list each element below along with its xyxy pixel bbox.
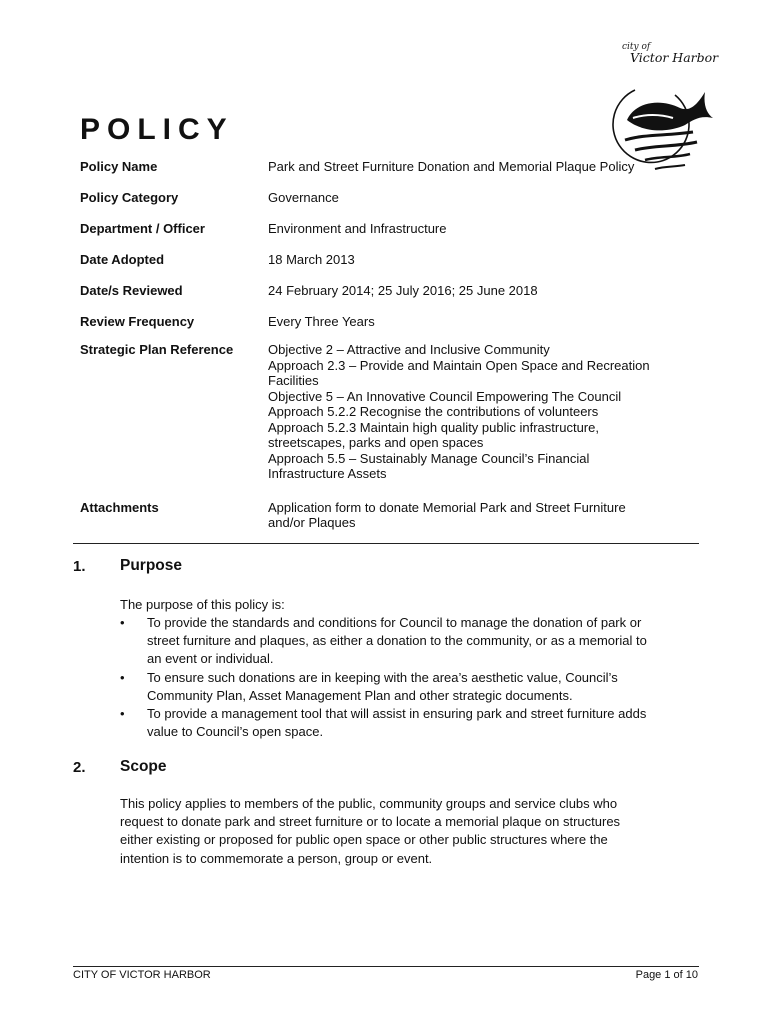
meta-row	[80, 342, 700, 482]
meta-label: Policy Category	[80, 190, 179, 205]
paragraph-line: intention is to commemorate a person, group or event.	[120, 850, 433, 866]
meta-label: Review Frequency	[80, 314, 195, 329]
meta-value	[268, 158, 700, 189]
meta-value	[268, 313, 700, 344]
paragraph-line: request to donate park and street furniture or to locate a memorial plaque on structures	[120, 814, 621, 830]
meta-value-line: Park and Street Furniture Donation and Memorial Plaque Policy	[268, 159, 635, 174]
section-number: 1.	[73, 558, 86, 575]
meta-row	[80, 500, 700, 531]
meta-value-line: Approach 5.5 – Sustainably Manage Council’s Financial	[268, 450, 590, 466]
bullet-line: To provide the standards and conditions for Council to manage the donation of park or	[147, 615, 642, 630]
meta-value-line: Application form to donate Memorial Park and Street Furniture	[268, 499, 626, 515]
meta-value-line: Approach 2.3 – Provide and Maintain Open Space and Recreation	[268, 357, 650, 373]
logo-city-of: city of	[622, 42, 651, 52]
policy-meta-table	[80, 158, 700, 549]
meta-value	[268, 500, 700, 531]
footer-org-name: CITY OF VICTOR HARBOR	[73, 969, 211, 981]
purpose-bullet-list	[120, 614, 705, 741]
meta-label: Date Adopted	[80, 252, 165, 267]
meta-value	[268, 189, 700, 220]
purpose-intro: The purpose of this policy is:	[120, 597, 285, 612]
meta-value-line: 18 March 2013	[268, 252, 355, 267]
bullet-icon: •	[120, 669, 125, 685]
meta-row	[80, 251, 700, 282]
meta-row	[80, 313, 700, 344]
bullet-line: To provide a management tool that will assist in ensuring park and street furniture adds	[147, 706, 647, 722]
list-item	[120, 705, 705, 741]
footer-page-number: Page 1 of 10	[635, 969, 698, 981]
paragraph-line: either existing or proposed for public open space or other public structures where the	[120, 832, 608, 848]
section-title-scope: Scope	[120, 758, 167, 775]
divider	[73, 543, 699, 544]
meta-value-line: Approach 5.2.3 Maintain high quality public infrastructure,	[268, 419, 599, 435]
logo-name: Victor Harbor	[630, 50, 719, 65]
bullet-icon: •	[120, 706, 125, 722]
page-title: POLICY	[80, 113, 234, 146]
meta-value-line: Approach 5.2.2 Recognise the contributions of volunteers	[268, 404, 599, 419]
meta-value-line: Governance	[268, 190, 339, 205]
meta-value-line: Objective 2 – Attractive and Inclusive Community	[268, 342, 550, 357]
meta-label: Date/s Reviewed	[80, 283, 183, 298]
meta-value-line: Objective 5 – An Innovative Council Empowering The Council	[268, 388, 622, 404]
meta-value	[268, 282, 700, 313]
meta-row	[80, 282, 700, 313]
bullet-line: street furniture and plaques, as either a donation to the community, or as a memorial to	[147, 633, 647, 649]
meta-value-line: 24 February 2014; 25 July 2016; 25 June 2018	[268, 283, 538, 298]
meta-value-line: streetscapes, parks and open spaces	[268, 435, 484, 450]
meta-label: Attachments	[80, 499, 159, 515]
list-item	[120, 614, 705, 669]
meta-value-line: and/or Plaques	[268, 515, 356, 530]
bullet-line: To ensure such donations are in keeping with the area’s aesthetic value, Council’s	[147, 669, 618, 685]
meta-value	[268, 251, 700, 282]
bullet-line: Community Plan, Asset Management Plan and other strategic documents.	[147, 687, 573, 703]
paragraph-line: This policy applies to members of the public, community groups and service clubs who	[120, 796, 618, 811]
meta-label: Policy Name	[80, 159, 158, 174]
council-logo	[605, 40, 720, 140]
meta-value-line: Infrastructure Assets	[268, 466, 387, 481]
footer-divider	[73, 966, 699, 967]
meta-row	[80, 189, 700, 220]
bullet-line: value to Council’s open space.	[147, 724, 324, 740]
meta-value-line: Every Three Years	[268, 314, 375, 329]
meta-value	[268, 342, 700, 482]
meta-value-line: Facilities	[268, 373, 319, 388]
meta-row	[80, 158, 700, 189]
meta-value-line: Environment and Infrastructure	[268, 221, 447, 236]
meta-label: Strategic Plan Reference	[80, 342, 234, 357]
section-number: 2.	[73, 759, 86, 776]
bullet-line: an event or individual.	[147, 651, 274, 667]
section-title-purpose: Purpose	[120, 557, 183, 574]
meta-value	[268, 220, 700, 251]
meta-label: Department / Officer	[80, 221, 205, 236]
scope-paragraph	[120, 795, 705, 868]
bullet-icon: •	[120, 615, 125, 630]
meta-row	[80, 220, 700, 251]
list-item	[120, 669, 705, 705]
